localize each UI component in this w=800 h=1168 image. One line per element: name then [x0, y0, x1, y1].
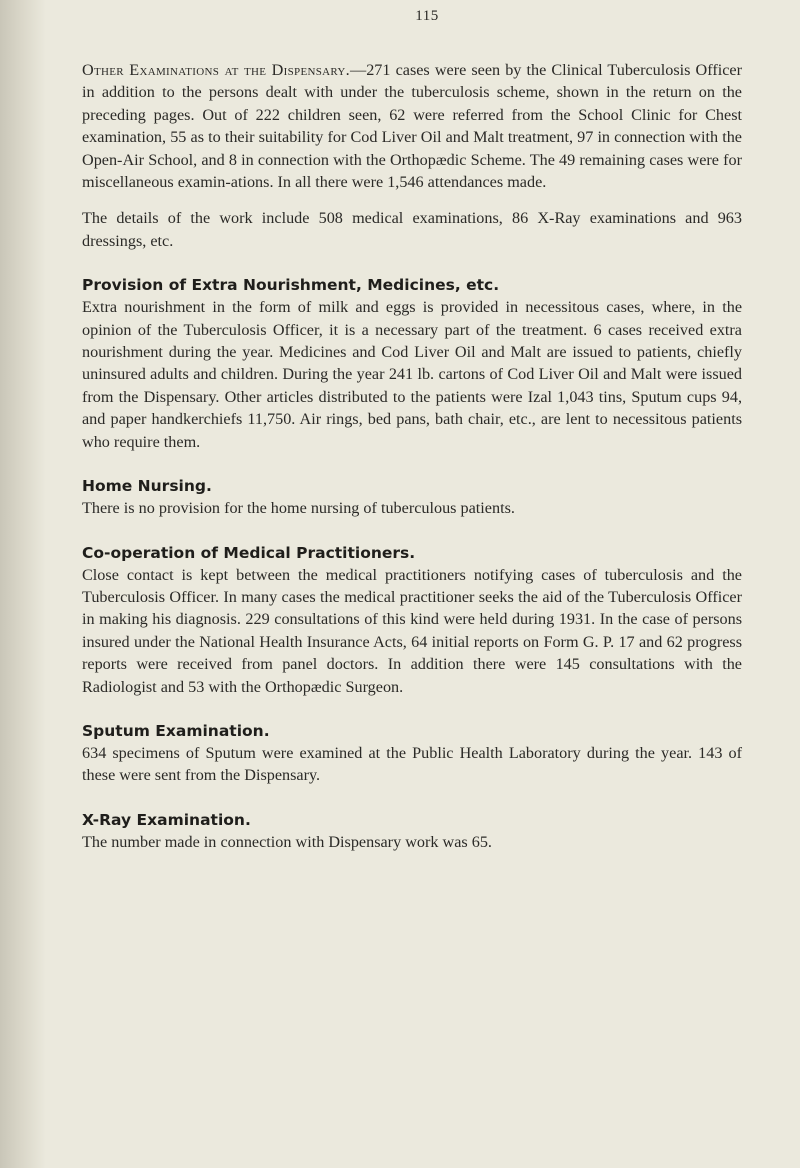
section-xray-examination	[82, 809, 742, 853]
intro-paragraph	[82, 59, 742, 193]
section-heading: X-Ray Examination.	[82, 810, 251, 829]
intro-text: —271 cases were seen by the Clinical Tuberculosis Officer in addition to the persons dealt with under the tuberculosis scheme, shown in the return on the preceding pages. Out of 222 children seen, 62 were referred from the School Clinic for Chest examination, 55 as to their suitability for Cod Liver Oil and Malt treatment, 97 in connection with the Open-Air School, and 8 in connection with the Orthopædic Scheme. The 49 remaining cases were for miscellaneous examin-ations. In all there were 1,546 attendances made.	[82, 61, 742, 192]
section-text: Extra nourishment in the form of milk and eggs is provided in necessitous cases, where, in the opinion of the Tuberculosis Officer, it is a necessary part of the treatment. 6 cases received extra nourishment during the year. Medicines and Cod Liver Oil and Malt are issued to patients, chiefly uninsured adults and children. During the year 241 lb. cartons of Cod Liver Oil and Malt were issued from the Dispensary. Other articles distributed to the patients were Izal 1,043 tins, Sputum cups 94, and paper handkerchiefs 11,750. Air rings, bed pans, bath chair, etc., are lent to necessitous patients who require them.	[82, 298, 742, 451]
document-page	[82, 8, 742, 853]
section-heading: Sputum Examination.	[82, 721, 270, 740]
intro-lead: Other Examinations at the Dispensary.	[82, 61, 351, 79]
section-heading: Home Nursing.	[82, 477, 212, 496]
section-text: Close contact is kept between the medical practitioners notifying cases of tuberculosis and the Tuberculosis Officer. In many cases the medical practitioner seeks the aid of the Tuberculosis Officer in making his diagnosis. 229 consultations of this kind were held during 1931. In the case of persons insured under the National Health Insurance Acts, 64 initial reports on Form G. P. 17 and 62 progress reports were received from panel doctors. In addition there were 145 consultations with the Radiologist and 53 with the Orthopædic Surgeon.	[82, 565, 742, 696]
section-text: There is no provision for the home nursing of tuberculous patients.	[82, 499, 515, 518]
section-sputum-examination	[82, 720, 742, 787]
section-heading: Provision of Extra Nourishment, Medicines, etc.	[82, 276, 500, 295]
section-home-nursing	[82, 475, 742, 519]
page-number: 115	[415, 8, 439, 24]
binding-shadow	[0, 0, 46, 1168]
section-heading: Co-operation of Medical Practitioners.	[82, 543, 416, 562]
section-text: 634 specimens of Sputum were examined at the Public Health Laboratory during the year. 143 of these were sent from the Dispensary.	[82, 743, 742, 785]
details-paragraph: The details of the work include 508 medical examinations, 86 X-Ray examinations and 963 dressings, etc.	[82, 209, 742, 250]
section-text: The number made in connection with Dispensary work was 65.	[82, 832, 492, 851]
section-extra-nourishment	[82, 274, 742, 453]
section-cooperation	[82, 542, 742, 698]
